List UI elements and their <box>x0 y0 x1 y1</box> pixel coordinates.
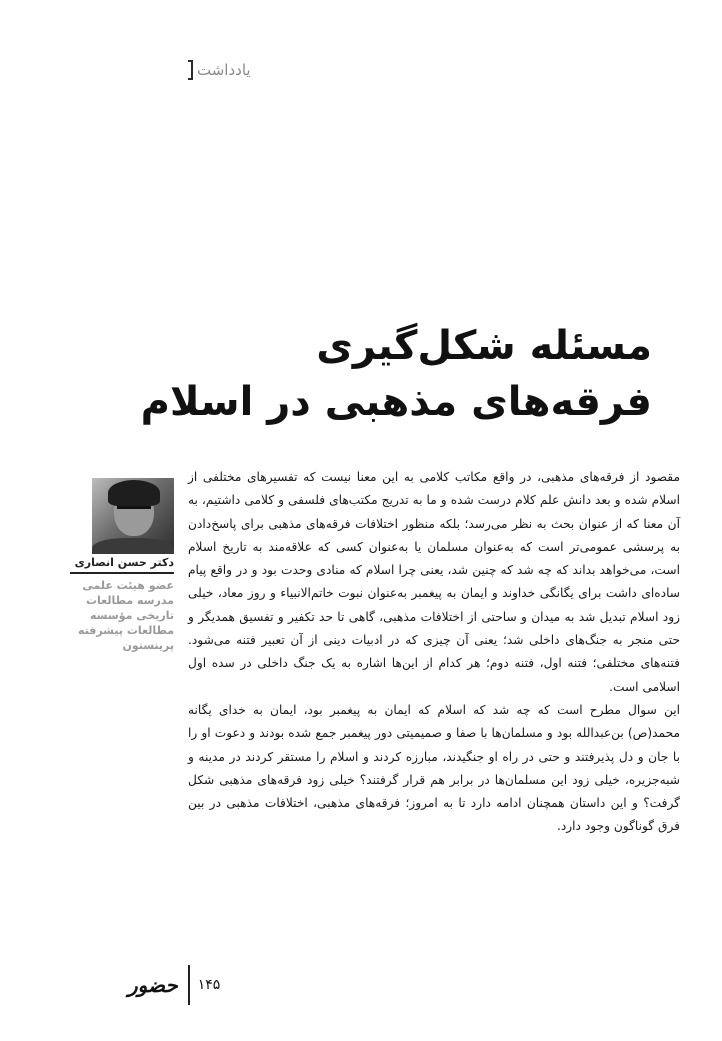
author-bio-line: مدرسه مطالعات <box>86 594 174 607</box>
title-line-1: مسئله شکل‌گیری <box>316 323 652 369</box>
bracket-mark <box>188 60 193 80</box>
author-bio-line: تاریخی مؤسسه <box>90 609 174 622</box>
author-bio <box>60 578 174 653</box>
section-label-text: یادداشت <box>197 61 251 79</box>
author-photo <box>92 478 174 554</box>
author-name: دکتر حسن انصاری <box>70 556 174 574</box>
page-footer <box>128 965 220 1005</box>
author-bio-line: عضو هیئت علمی <box>82 579 174 592</box>
article-body <box>188 466 680 839</box>
section-label <box>188 58 251 82</box>
author-bio-line: پرینستون <box>122 639 174 652</box>
page-number: ۱۴۵ <box>197 977 221 993</box>
author-bio-line: مطالعات پیشرفته <box>77 624 174 637</box>
body-paragraph-1: مقصود از فرقه‌های مذهبی، در واقع مکاتب کلامی به این معنا نیست که تفسیرهای مختلفی از اسلام شده و بعد دانش علم کلام درست شده و ما به تدریج مکتب‌های فلسفی و کلامی داشتیم، به آن معنا که از عنوان بحث به نظر می‌رسد؛ بلکه منظور اختلافات فرقه‌های مذهبی برای پاسخ‌دادن به پرسشی عمومی‌تر است که به‌عنوان مسلمان یا به‌عنوان کسی که علاقه‌مند به تاریخ اسلام است، می‌خواهد بداند که چه شد که چنین شد، یعنی چرا اسلام که منادی وحدت بود و در واقع پیام ساده‌ای داشت برای یگانگی خداوند و ایمان به پیغمبر به‌عنوان نبوت خاتم‌الانبیاء و روز معاد، خیلی زود اسلام تبدیل شد به میدان و ساحتی از اختلافات مذهبی، گاهی تا حد تکفیر و تفسیق همدیگر و حتی منجر به جنگ‌های داخلی شد؛ یعنی آن چیزی که در ادبیات دینی از آن تعبیر فتنه می‌شود. فتنه‌های مختلفی؛ فتنه اول، فتنه دوم؛ هر کدام از این‌ها اشاره به یک جنگ داخلی در سده اول اسلامی است. <box>188 470 680 694</box>
footer-divider <box>188 965 190 1005</box>
title-line-2: فرقه‌های مذهبی در اسلام <box>140 379 652 425</box>
magazine-logo: حضور <box>128 973 178 997</box>
article-title <box>52 318 652 430</box>
body-paragraph-2: این سوال مطرح است که چه شد که اسلام که ایمان به پیغمبر بود، ایمان به خدای یگانه محمد(ص) بن‌عبدالله بود و مسلمان‌ها با صفا و صمیمیتی دور پیغمبر جمع شده بودند و دعوت او را با جان و دل پذیرفتند و حتی در راه او جنگیدند، مبارزه کردند و اسلام را مستقر کردند در مدینه و شبه‌جزیره، خیلی زود این مسلمان‌ها در برابر هم قرار گرفتند؟ خیلی زود فرقه‌های مذهبی شکل گرفت؟ و این داستان همچنان ادامه دارد تا به امروز؛ فرقه‌های مذهبی، اختلافات مذهبی در بین فرق گوناگون وجود دارد. <box>188 702 680 834</box>
